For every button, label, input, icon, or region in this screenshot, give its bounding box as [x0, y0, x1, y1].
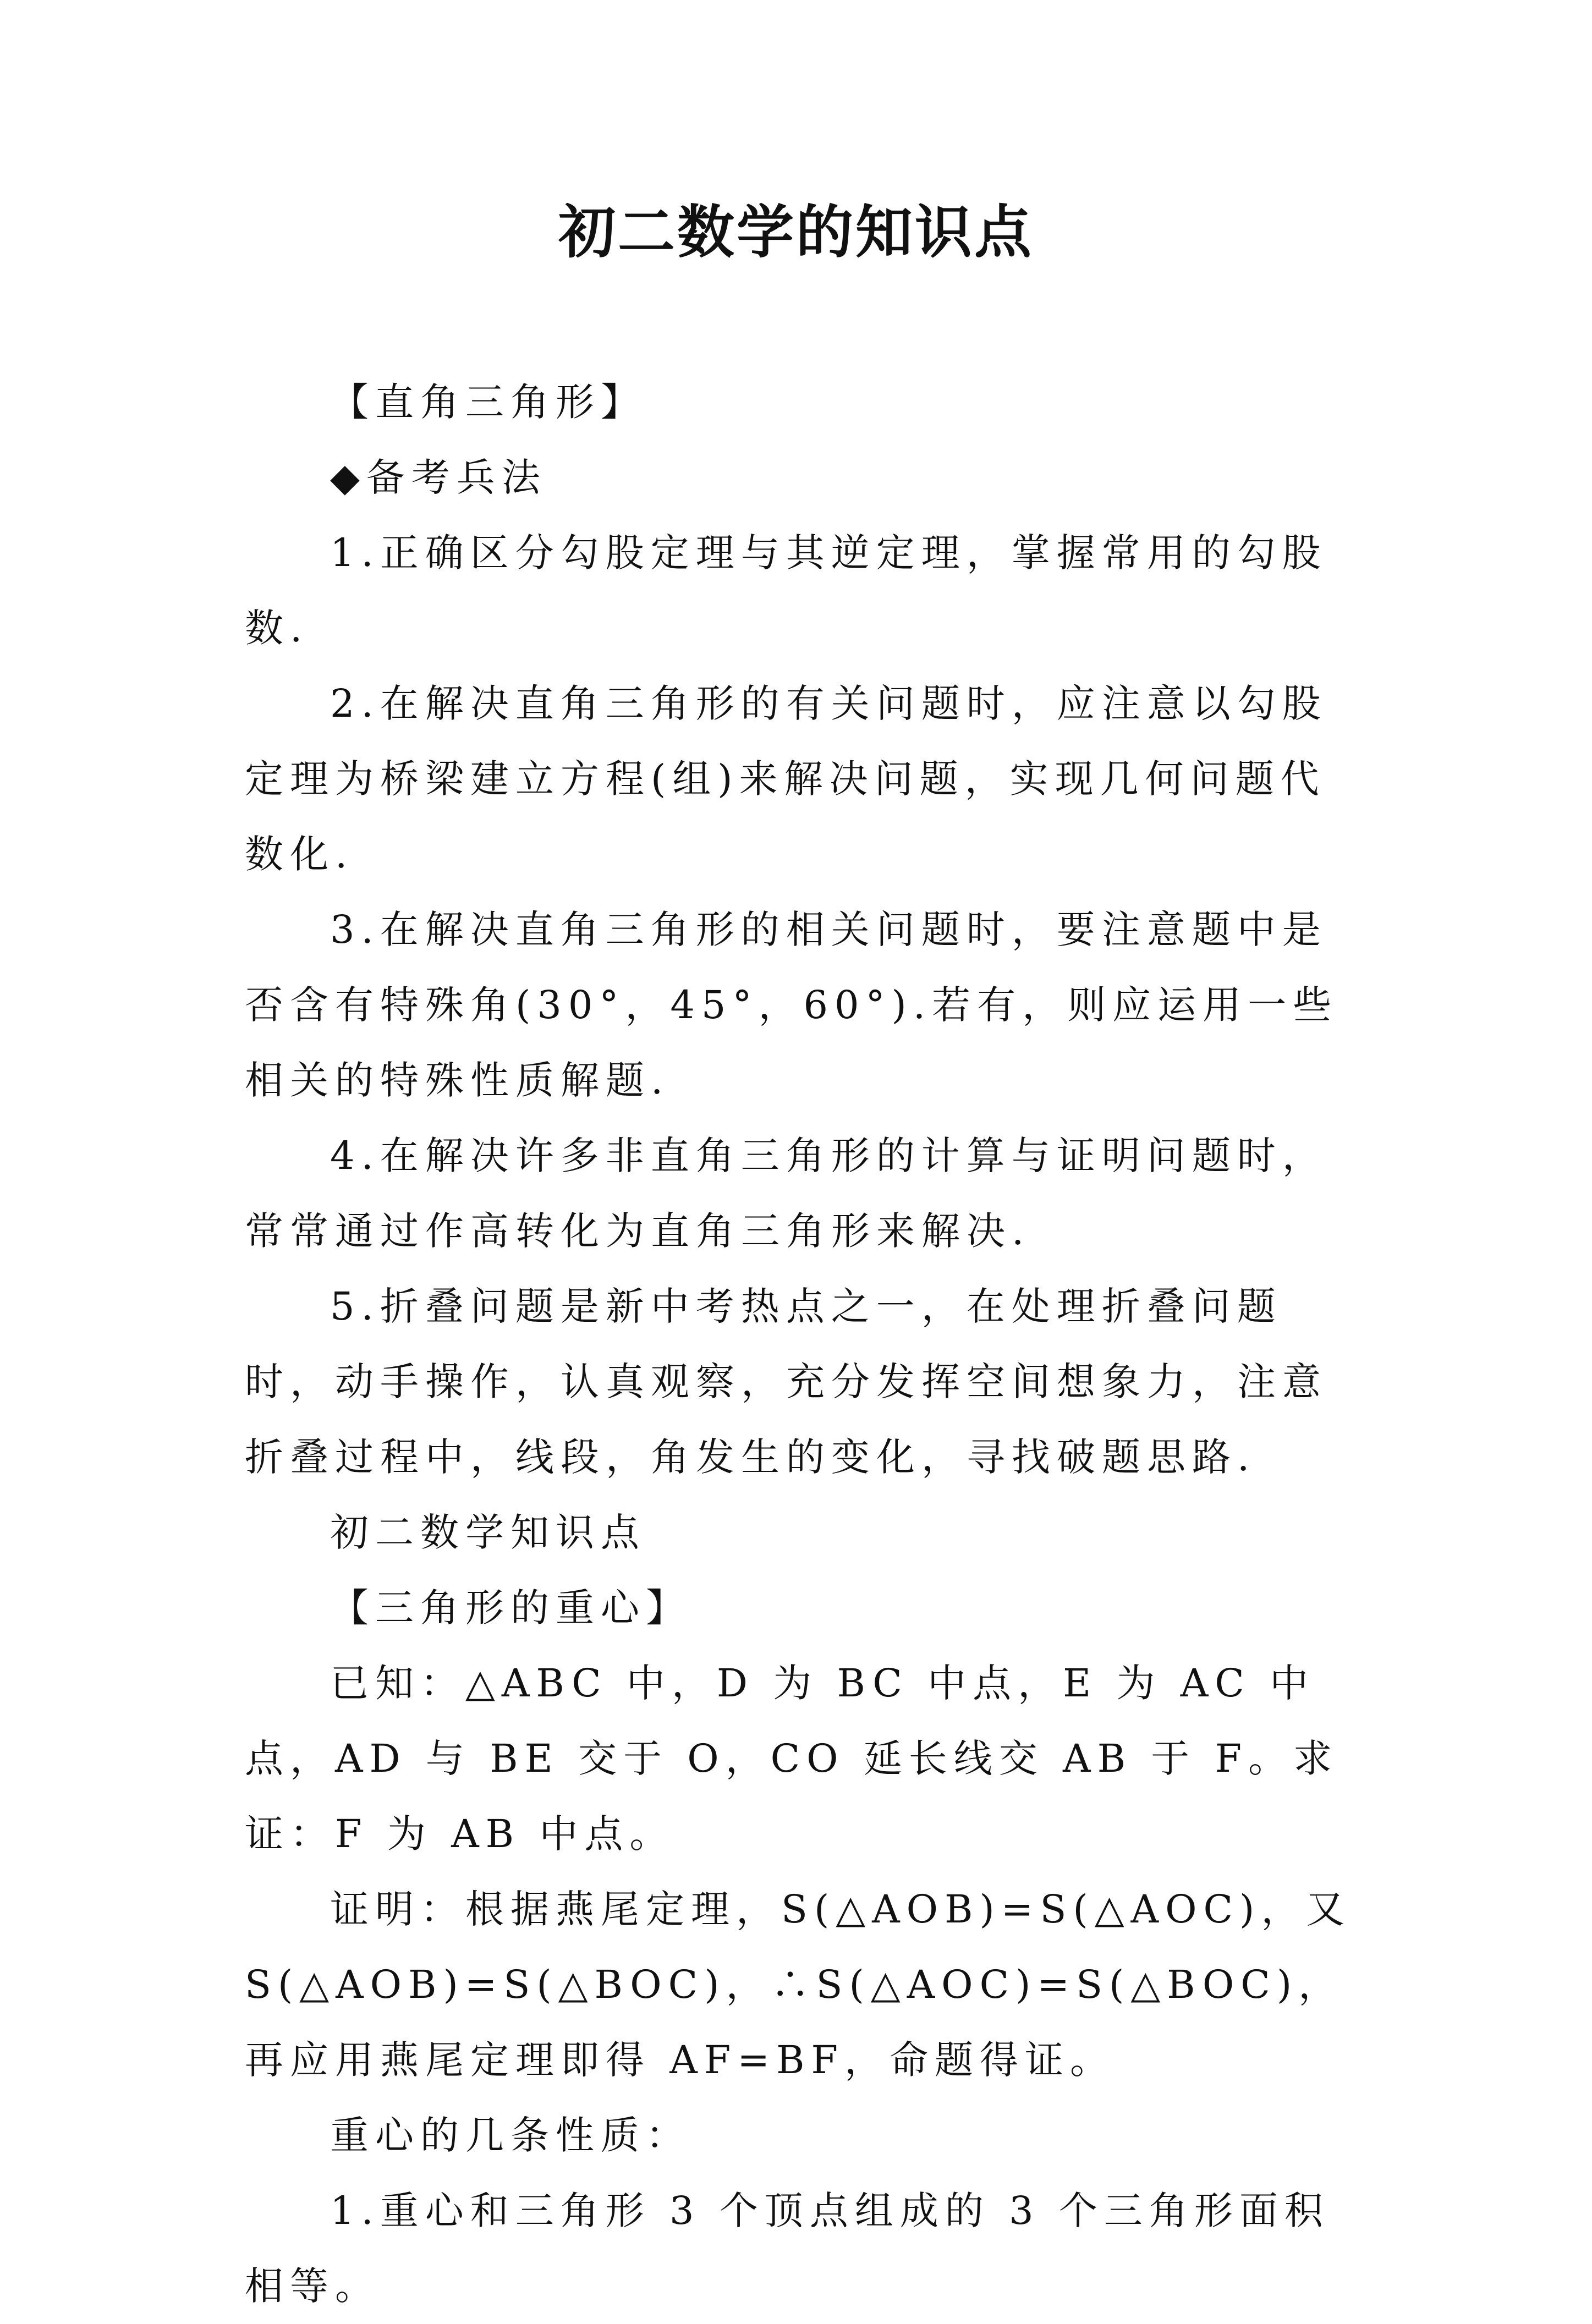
properties-heading: 重心的几条性质： — [330, 2113, 691, 2158]
section-label-knowledge: 初二数学知识点 — [330, 1510, 646, 1555]
problem-statement: 已知：△ABC 中，D 为 BC 中点，E 为 AC 中点，AD 与 BE 交于 O，CO 延长线交 AB 于 F。求证：F 为 AB 中点。 — [245, 1661, 1339, 1856]
tip-paragraph-5: 5.折叠问题是新中考热点之一，在处理折叠问题时，动手操作，认真观察，充分发挥空间想象力，注意折叠过程中，线段，角发生的变化，寻找破题思路. — [245, 1284, 1327, 1480]
tip-paragraph-2: 2.在解决直角三角形的有关问题时，应注意以勾股定理为桥梁建立方程(组)来解决问题，实现几何问题代数化. — [245, 681, 1327, 877]
document-title: 初二数学的知识点 — [558, 198, 1034, 266]
tip-paragraph-4: 4.在解决许多非直角三角形的计算与证明问题时，常常通过作高转化为直角三角形来解决. — [245, 1133, 1327, 1254]
tip-paragraph-3: 3.在解决直角三角形的相关问题时，要注意题中是否含有特殊角(30°，45°，60°).若有，则应运用一些相关的特殊性质解题. — [245, 907, 1338, 1103]
section-heading-centroid: 【三角形的重心】 — [330, 1585, 691, 1630]
property-item-1: 1.重心和三角形 3 个顶点组成的 3 个三角形面积相等。 — [245, 2188, 1330, 2309]
proof-paragraph: 证明：根据燕尾定理，S(△AOB)=S(△AOC)，又 S(△AOB)=S(△BOC)，∴S(△AOC)=S(△BOC)，再应用燕尾定理即得 AF=BF，命题得证。 — [245, 1887, 1370, 2083]
tip-paragraph-1: 1.正确区分勾股定理与其逆定理，掌握常用的勾股数. — [245, 530, 1327, 651]
document-body — [245, 365, 1370, 2324]
section-heading-right-triangle: 【直角三角形】 — [330, 380, 646, 425]
subheading-exam-tips: ◆备考兵法 — [330, 455, 547, 500]
